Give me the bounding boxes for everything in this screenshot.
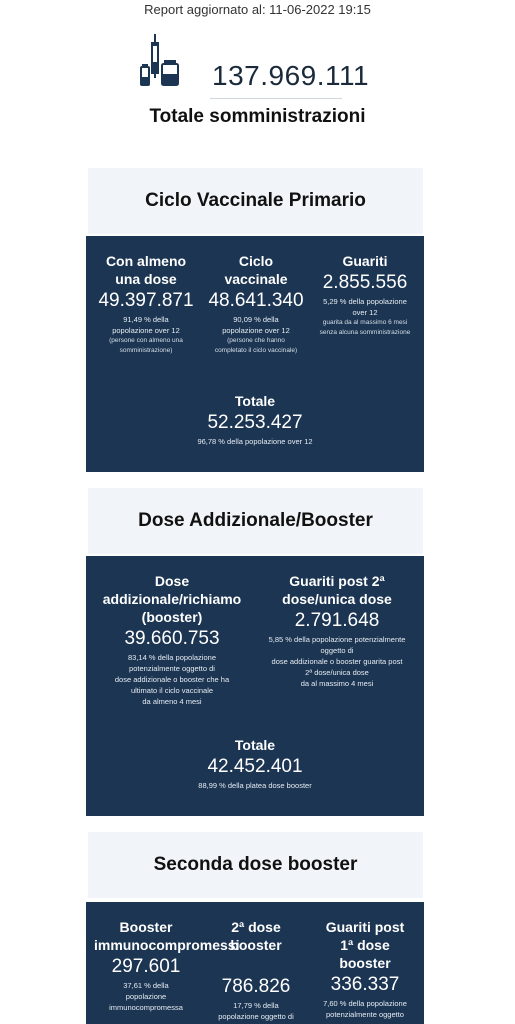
second-booster-panel — [86, 902, 424, 1024]
booster-dose-note-4: ultimato il ciclo vaccinale — [130, 686, 214, 695]
booster-total-stat — [86, 736, 424, 791]
booster-recovered-stat — [254, 572, 420, 689]
immuno-booster-stat — [90, 918, 240, 1013]
full-cycle-sub-1: (persone che hanno — [227, 337, 285, 344]
post-first-booster-title-3: booster — [339, 955, 391, 971]
second-booster-heading — [88, 832, 423, 898]
booster-recovered-title-1: Guariti post 2ª — [289, 573, 385, 589]
recovered-stat — [308, 252, 422, 338]
divider — [210, 98, 342, 99]
booster-dose-title-1: Dose — [154, 573, 190, 589]
primary-cycle-title: Ciclo Vaccinale Primario — [145, 190, 366, 211]
booster-dose-note-1: 83,14 % della popolazione — [128, 653, 216, 662]
second-booster-title: Seconda dose booster — [153, 854, 358, 875]
booster-dose-note-5: da almeno 4 mesi — [142, 697, 202, 706]
first-dose-title-2: una dose — [115, 271, 177, 287]
booster-recovered-title-2: dose/unica dose — [282, 591, 392, 607]
post-first-booster-title-2: 1ª dose — [340, 937, 390, 953]
booster-recovered-value: 2.791.648 — [294, 610, 380, 631]
booster-total-value: 42.452.401 — [207, 756, 303, 777]
first-dose-stat — [90, 252, 202, 356]
second-booster-dose-title-2: booster — [230, 937, 282, 953]
full-cycle-title-1: Ciclo — [238, 253, 274, 269]
full-cycle-note-1: 90,09 % della — [233, 315, 279, 324]
full-cycle-value: 48.641.340 — [208, 290, 304, 311]
first-dose-title-1: Con almeno — [105, 253, 187, 269]
full-cycle-title-2: vaccinale — [224, 271, 288, 287]
booster-recovered-post-first-stat — [308, 918, 422, 1020]
total-administrations-hero — [140, 34, 380, 94]
immuno-booster-value: 297.601 — [111, 956, 181, 977]
recovered-title: Guariti — [342, 253, 388, 269]
booster-recovered-note-1: 5,85 % della popolazione potenzialmente — [268, 635, 406, 644]
booster-dose-title-2: addizionale/richiamo — [102, 591, 242, 607]
total-administrations-value: 137.969.111 — [212, 60, 370, 91]
booster-dose-note-2: potenzialmente oggetto di — [129, 664, 215, 673]
recovered-sub-1: guarita da al massimo 6 mesi — [322, 319, 408, 326]
post-first-booster-note-1: 7,60 % della popolazione — [323, 999, 407, 1008]
booster-title: Dose Addizionale/Booster — [138, 510, 373, 531]
primary-total-title: Totale — [234, 393, 276, 409]
primary-cycle-panel — [86, 236, 424, 472]
second-booster-dose-note-2: popolazione oggetto di — [218, 1012, 294, 1021]
post-first-booster-title-1: Guariti post — [325, 919, 405, 935]
immuno-booster-note-2: popolazione — [125, 992, 167, 1001]
post-first-booster-value: 336.337 — [330, 974, 400, 995]
recovered-note-1: 5,29 % della popolazione — [323, 297, 407, 306]
second-booster-dose-value: 786.826 — [221, 976, 291, 997]
booster-recovered-note-2: oggetto di — [320, 646, 354, 655]
vaccine-vial-icon — [140, 34, 184, 90]
booster-recovered-note-4: 2ª dose/unica dose — [305, 668, 369, 677]
booster-recovered-note-3: dose addizionale o booster guarita post — [271, 657, 403, 666]
full-cycle-sub-2: completato il ciclo vaccinale) — [214, 347, 298, 354]
booster-recovered-note-5: da al massimo 4 mesi — [300, 679, 374, 688]
first-dose-value: 49.397.871 — [98, 290, 194, 311]
booster-dose-title-3: (booster) — [141, 609, 203, 625]
second-booster-dose-note-1: 17,79 % della — [233, 1001, 279, 1010]
first-dose-note-2: popolazione over 12 — [112, 326, 180, 335]
first-dose-note-1: 91,49 % della — [123, 315, 169, 324]
recovered-note-2: over 12 — [352, 308, 378, 317]
full-cycle-stat — [200, 252, 312, 356]
report-date: Report aggiornato al: 11-06-2022 19:15 — [144, 2, 371, 17]
second-booster-dose-title-1: 2ª dose — [231, 919, 281, 935]
total-administrations-label: Totale somministrazioni — [149, 106, 366, 127]
booster-dose-value: 39.660.753 — [124, 628, 220, 649]
full-cycle-note-2: popolazione over 12 — [222, 326, 290, 335]
first-dose-sub-1: (persone con almeno una — [109, 337, 183, 344]
booster-dose-note-3: dose addizionale o booster che ha — [114, 675, 230, 684]
booster-total-title: Totale — [234, 737, 276, 753]
first-dose-sub-2: somministrazione) — [119, 347, 173, 354]
booster-dose-stat — [92, 572, 252, 707]
post-first-booster-note-2: potenzialmente oggetto — [326, 1010, 404, 1019]
booster-total-note: 88,99 % della platea dose booster — [198, 781, 312, 790]
booster-heading — [88, 488, 423, 554]
primary-cycle-heading — [88, 168, 423, 234]
second-booster-dose-stat — [200, 918, 312, 1022]
recovered-value: 2.855.556 — [322, 272, 408, 293]
immuno-booster-title-2: immunocompromessi — [94, 937, 240, 953]
immuno-booster-note-1: 37,61 % della — [123, 981, 169, 990]
primary-total-stat — [86, 392, 424, 447]
immuno-booster-note-3: immunocompromessa — [109, 1003, 183, 1012]
primary-total-value: 52.253.427 — [207, 412, 303, 433]
primary-total-note: 96,78 % della popolazione over 12 — [197, 437, 313, 446]
recovered-sub-2: senza alcuna somministrazione — [319, 329, 411, 336]
booster-panel — [86, 556, 424, 816]
immuno-booster-title-1: Booster — [119, 919, 173, 935]
